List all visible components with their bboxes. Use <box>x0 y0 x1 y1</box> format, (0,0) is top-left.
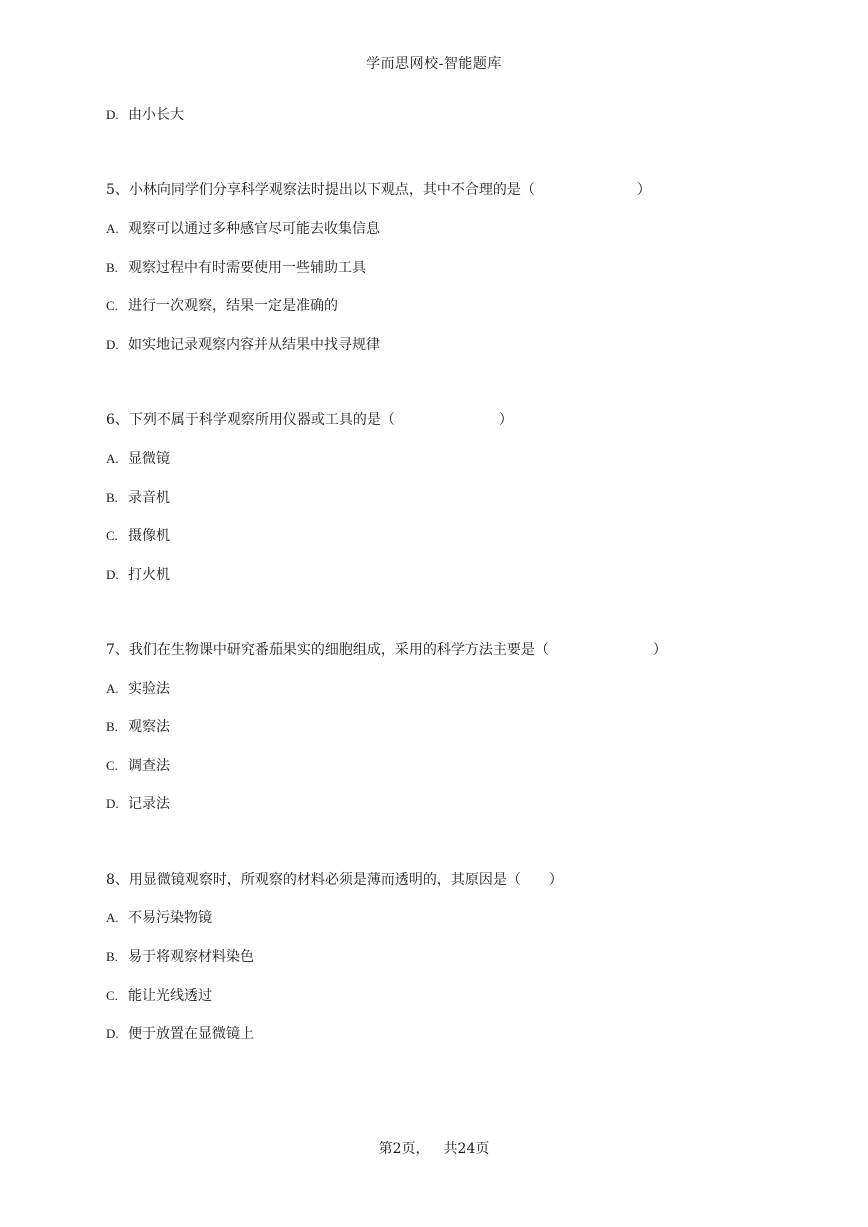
option-text: 打火机 <box>128 567 170 583</box>
option-letter: B. <box>106 719 118 734</box>
question-5-option-b <box>106 258 366 278</box>
option-letter: B. <box>106 949 118 964</box>
option-text: 易于将观察材料染色 <box>128 949 254 965</box>
question-7-stem <box>106 640 667 660</box>
question-6-option-c <box>106 526 170 546</box>
question-close-paren: ） <box>548 872 563 888</box>
option-text: 观察过程中有时需要使用一些辅助工具 <box>128 260 366 276</box>
option-text: 便于放置在显微镜上 <box>128 1026 254 1042</box>
question-6-option-a <box>106 449 170 469</box>
option-letter: B. <box>106 490 118 505</box>
question-6-stem <box>106 410 513 430</box>
option-letter: D. <box>106 796 119 811</box>
page-number: 第2页， <box>378 1141 430 1157</box>
option-letter: B. <box>106 260 118 275</box>
option-letter: C. <box>106 988 118 1003</box>
option-letter: A. <box>106 221 119 236</box>
option-letter: D. <box>106 337 119 352</box>
option-text: 如实地记录观察内容并从结果中找寻规律 <box>128 337 380 353</box>
option-letter: C. <box>106 528 118 543</box>
question-6-option-b <box>106 488 170 508</box>
question-8-stem <box>106 870 563 890</box>
option-letter: A. <box>106 451 119 466</box>
question-5-option-d <box>106 335 380 355</box>
option-text: 由小长大 <box>128 107 184 123</box>
question-7-option-d <box>106 794 170 814</box>
question-close-paren: ） <box>636 182 651 198</box>
question-7-option-a <box>106 679 170 699</box>
page-footer <box>0 1138 868 1158</box>
option-text: 进行一次观察，结果一定是准确的 <box>128 298 338 314</box>
question-7-option-c <box>106 756 170 776</box>
question-6-option-d <box>106 565 170 585</box>
option-letter: C. <box>106 758 118 773</box>
question-stem-text: 7、我们在生物课中研究番茄果实的细胞组成，采用的科学方法主要是（ <box>106 642 549 658</box>
question-8-option-c <box>106 986 212 1006</box>
question-7-option-b <box>106 717 170 737</box>
option-text: 摄像机 <box>128 528 170 544</box>
page-header: 学而思网校-智能题库 <box>366 56 502 72</box>
option-text: 录音机 <box>128 490 170 506</box>
option-text: 观察可以通过多种感官尽可能去收集信息 <box>128 221 380 237</box>
option-text: 实验法 <box>128 681 170 697</box>
option-letter: D. <box>106 567 119 582</box>
question-stem-text: 5、小林向同学们分享科学观察法时提出以下观点，其中不合理的是（ <box>106 182 535 198</box>
option-letter: D. <box>106 1026 119 1041</box>
question-stem-text: 6、下列不属于科学观察所用仪器或工具的是（ <box>106 412 395 428</box>
option-letter: D. <box>106 107 119 122</box>
option-prev-d <box>106 105 184 125</box>
option-text: 能让光线透过 <box>128 988 212 1004</box>
option-text: 不易污染物镜 <box>128 910 212 926</box>
option-letter: C. <box>106 298 118 313</box>
question-8-option-a <box>106 908 212 928</box>
option-letter: A. <box>106 910 119 925</box>
question-5-option-c <box>106 296 338 316</box>
option-text: 显微镜 <box>128 451 170 467</box>
question-5-option-a <box>106 219 380 239</box>
question-close-paren: ） <box>652 642 667 658</box>
question-5-stem <box>106 180 651 200</box>
option-text: 记录法 <box>128 796 170 812</box>
question-8-option-d <box>106 1024 254 1044</box>
page-total: 共24页 <box>443 1141 490 1157</box>
option-text: 观察法 <box>128 719 170 735</box>
question-stem-text: 8、用显微镜观察时，所观察的材料必须是薄而透明的，其原因是（ <box>106 872 521 888</box>
question-close-paren: ） <box>498 412 513 428</box>
question-8-option-b <box>106 947 254 967</box>
option-text: 调查法 <box>128 758 170 774</box>
option-letter: A. <box>106 681 119 696</box>
